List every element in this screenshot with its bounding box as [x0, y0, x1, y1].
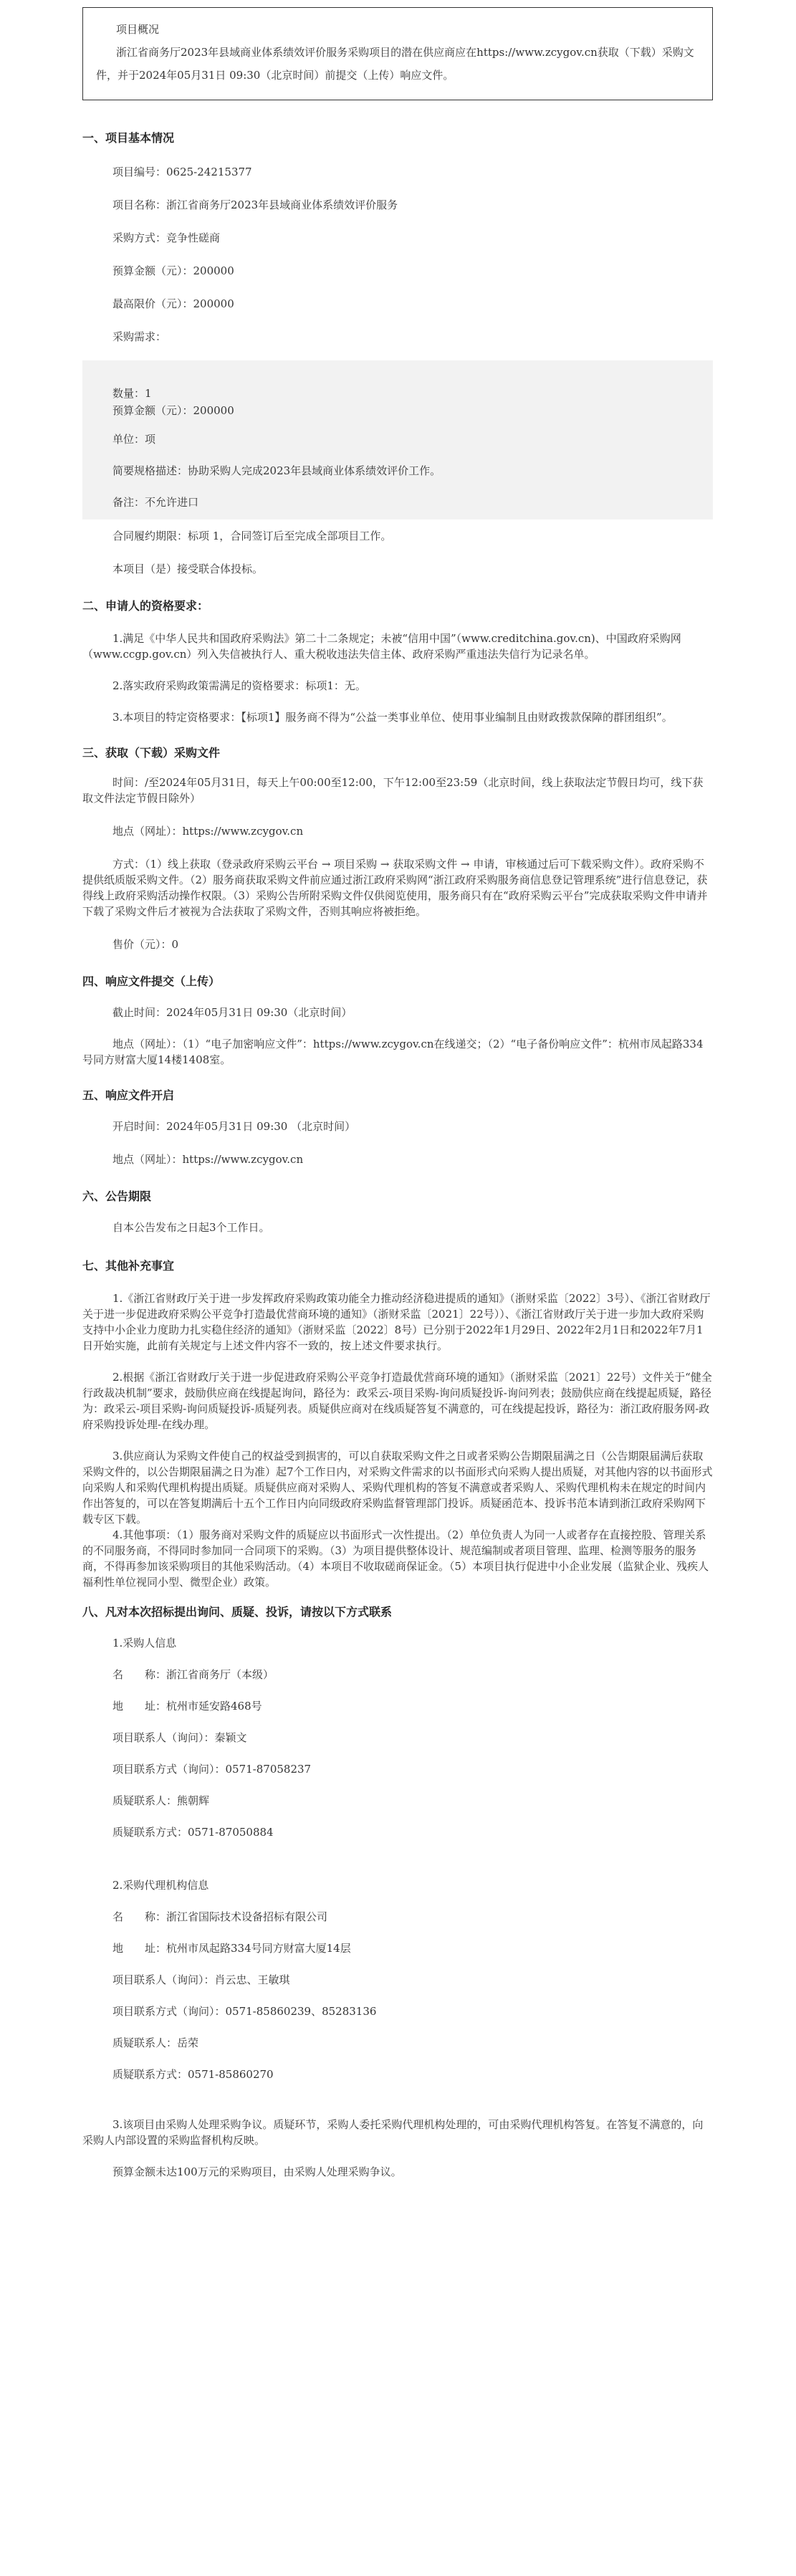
demand-spec: 简要规格描述：协助采购人完成2023年县域商业体系绩效评价工作。: [112, 464, 441, 477]
section-6-heading: 六、公告期限: [82, 1189, 152, 1203]
acquire-time: 时间：/至2024年05月31日，每天上午00:00至12:00，下午12:00至23:59（北京时间，线上获取法定节假日均可，线下获取文件法定节假日除外）: [82, 776, 704, 805]
supplement-1: 1.《浙江省财政厅关于进一步发挥政府采购政策功能全力推动经济稳进提质的通知》（浙财采监〔2022〕3号）、《浙江省财政厅关于进一步促进政府采购公平竞争打造最优营商环境的通知》（浙财采监〔2021〕22号））、《浙江省财政厅关于进一步加大政府采购支持中小企业力度助力扎实稳住经济的通知》（浙财采监〔2022〕8号）已分别于2022年1月29日、2022年2月1日和2022年7月1日开始实施，此前有关规定与上述文件内容不一致的，按上述文件要求执行。: [82, 1292, 711, 1352]
section-3-heading: 三、获取（下载）采购文件: [82, 746, 221, 760]
demand-note: 备注：不允许进口: [112, 496, 199, 509]
supplement-2: 2.根据《浙江省财政厅关于进一步促进政府采购公平竞争打造最优营商环境的通知》（浙财采监〔2021〕22号）文件关于“健全行政裁决机制”要求，鼓励供应商在线提起询问，路径为：政采云-项目采购-询问质疑投诉-询问列表；鼓励供应商在线提起质疑，路径为：政采云-项目采购-询问质疑投诉-质疑列表。质疑供应商对在线质疑答复不满意的，可在线提起投诉，路径为：浙江政府服务网-政府采购投诉处理-在线办理。: [82, 1371, 712, 1431]
agency-challenge-contact: 质疑联系人：岳荣: [112, 2036, 199, 2049]
purchaser-name: 名 称：浙江省商务厅（本级）: [112, 1668, 274, 1681]
purchaser-challenge-phone: 质疑联系方式：0571-87050884: [112, 1826, 274, 1839]
purchaser-address: 地 址：杭州市延安路468号: [112, 1700, 262, 1713]
section-1-heading: 一、项目基本情况: [82, 131, 175, 145]
open-location: 地点（网址）：https://www.zcygov.cn: [112, 1153, 304, 1166]
overview-text: 浙江省商务厅2023年县域商业体系绩效评价服务采购项目的潜在供应商应在https://www.zcygov.cn获取（下载）采购文件，并于2024年05月31日 09:30（北京时间）前提交（上传）响应文件。: [96, 46, 694, 82]
acquire-price: 售价（元）：0: [112, 938, 179, 951]
budget-amount: 预算金额（元）：200000: [112, 264, 234, 277]
qualification-1: 1.满足《中华人民共和国政府采购法》第二十二条规定；未被“信用中国”（www.creditchina.gov.cn)、中国政府采购网（www.ccgp.gov.cn）列入失信被执行人、重大税收违法失信主体、政府采购严重违法失信行为记录名单。: [82, 632, 681, 661]
purchaser-info-label: 1.采购人信息: [112, 1637, 177, 1649]
procurement-method: 采购方式：竞争性磋商: [112, 231, 221, 244]
section-8-heading: 八、凡对本次招标提出询问、质疑、投诉，请按以下方式联系: [82, 1605, 393, 1619]
section-5-heading: 五、响应文件开启: [82, 1088, 175, 1102]
contract-period: 合同履约期限：标项 1，合同签订后至完成全部项目工作。: [112, 530, 392, 542]
agency-address: 地 址：杭州市凤起路334号同方财富大厦14层: [112, 1942, 351, 1955]
demand-unit: 单位：项: [112, 433, 156, 446]
project-overview-box: [82, 7, 713, 100]
project-name: 项目名称：浙江省商务厅2023年县域商业体系绩效评价服务: [112, 198, 398, 211]
demand-budget: 预算金额（元）：200000: [112, 404, 234, 417]
submit-deadline: 截止时间：2024年05月31日 09:30（北京时间）: [112, 1006, 353, 1019]
consortium-note: 本项目（是）接受联合体投标。: [112, 562, 264, 575]
demand-quantity: 数量：1: [112, 387, 152, 400]
submit-location: 地点（网址）：（1）“电子加密响应文件”：https://www.zcygov.cn在线递交；（2）“电子备份响应文件”：杭州市凤起路334号同方财富大厦14楼1408室。: [82, 1038, 704, 1066]
section-2-heading: 二、申请人的资格要求：: [82, 599, 209, 613]
supplement-3: 3.供应商认为采购文件使自己的权益受到损害的，可以自获取采购文件之日或者采购公告期限届满之日（公告期限届满后获取采购文件的，以公告期限届满之日为准）起7个工作日内，对采购文件需求的以书面形式向采购人提出质疑，对其他内容的以书面形式向采购人和采购代理机构提出质疑。质疑供应商对采购人、采购代理机构的答复不满意或者采购人、采购代理机构未在规定的时间内作出答复的，可以在答复期满后十五个工作日内向同级政府采购监督管理部门投诉。质疑函范本、投诉书范本请到浙江政府采购网下载专区下载。: [82, 1450, 713, 1526]
agency-challenge-phone: 质疑联系方式：0571-85860270: [112, 2068, 274, 2081]
complaint-note: 3.该项目由采购人处理采购争议。质疑环节，采购人委托采购代理机构处理的，可由采购代理机构答复。在答复不满意的，向采购人内部设置的采购监督机构反映。: [82, 2118, 704, 2147]
procurement-demand-box: [82, 360, 713, 519]
purchaser-challenge-contact: 质疑联系人：熊朝辉: [112, 1794, 210, 1807]
acquire-method: 方式：（1）线上获取（登录政府采购云平台 → 项目采购 → 获取采购文件 → 申请，审核通过后可下载采购文件）。政府采购不提供纸质版采购文件。（2）服务商获取采购文件前应通过浙江政府采购网“浙江政府采购服务商信息登记管理系统”进行信息登记，获得线上政府采购活动操作权限。（3）采购公告所附采购文件仅供阅览使用，服务商只有在“政府采购云平台”完成获取采购文件申请并下载了采购文件后才被视为合法获取了采购文件，否则其响应将被拒绝。: [82, 858, 708, 918]
announcement-content: [82, 7, 713, 2180]
purchaser-phone: 项目联系方式（询问）：0571-87058237: [112, 1763, 312, 1776]
section-4-heading: 四、响应文件提交（上传）: [82, 975, 221, 988]
agency-info-label: 2.采购代理机构信息: [112, 1879, 209, 1892]
agency-phone: 项目联系方式（询问）：0571-85860239、85283136: [112, 2005, 377, 2018]
qualification-2: 2.落实政府采购政策需满足的资格要求：标项1：无。: [112, 679, 366, 692]
supplement-4: 4.其他事项：（1）服务商对采购文件的质疑应以书面形式一次性提出。（2）单位负责人为同一人或者存在直接控股、管理关系的不同服务商，不得同时参加同一合同项下的采购。（3）为项目提供整体设计、规范编制或者项目管理、监理、检测等服务的服务商，不得再参加该采购项目的其他采购活动。（4）本项目不收取磋商保证金。（5）本项目执行促进中小企业发展（监狱企业、残疾人福利性单位视同小型、微型企业）政策。: [82, 1528, 709, 1589]
acquire-location: 地点（网址）：https://www.zcygov.cn: [112, 825, 304, 838]
open-time: 开启时间：2024年05月31日 09:30 （北京时间）: [112, 1120, 356, 1133]
qualification-3: 3.本项目的特定资格要求：【标项1】服务商不得为“公益一类事业单位、使用事业编制且由财政拨款保障的群团组织”。: [112, 711, 673, 724]
overview-title: 项目概况: [116, 23, 160, 36]
section-7-heading: 七、其他补充事宜: [82, 1259, 175, 1273]
agency-name: 名 称：浙江省国际技术设备招标有限公司: [112, 1910, 328, 1923]
agency-contact: 项目联系人（询问）：肖云忠、王敏琪: [112, 1973, 290, 1986]
max-price: 最高限价（元）：200000: [112, 297, 234, 310]
project-number: 项目编号：0625-24215377: [112, 166, 252, 178]
budget-note: 预算金额未达100万元的采购项目，由采购人处理采购争议。: [112, 2165, 402, 2178]
procurement-demand-label: 采购需求：: [112, 330, 167, 343]
announcement-period: 自本公告发布之日起3个工作日。: [112, 1221, 270, 1234]
purchaser-contact: 项目联系人（询问）：秦颖文: [112, 1731, 247, 1744]
